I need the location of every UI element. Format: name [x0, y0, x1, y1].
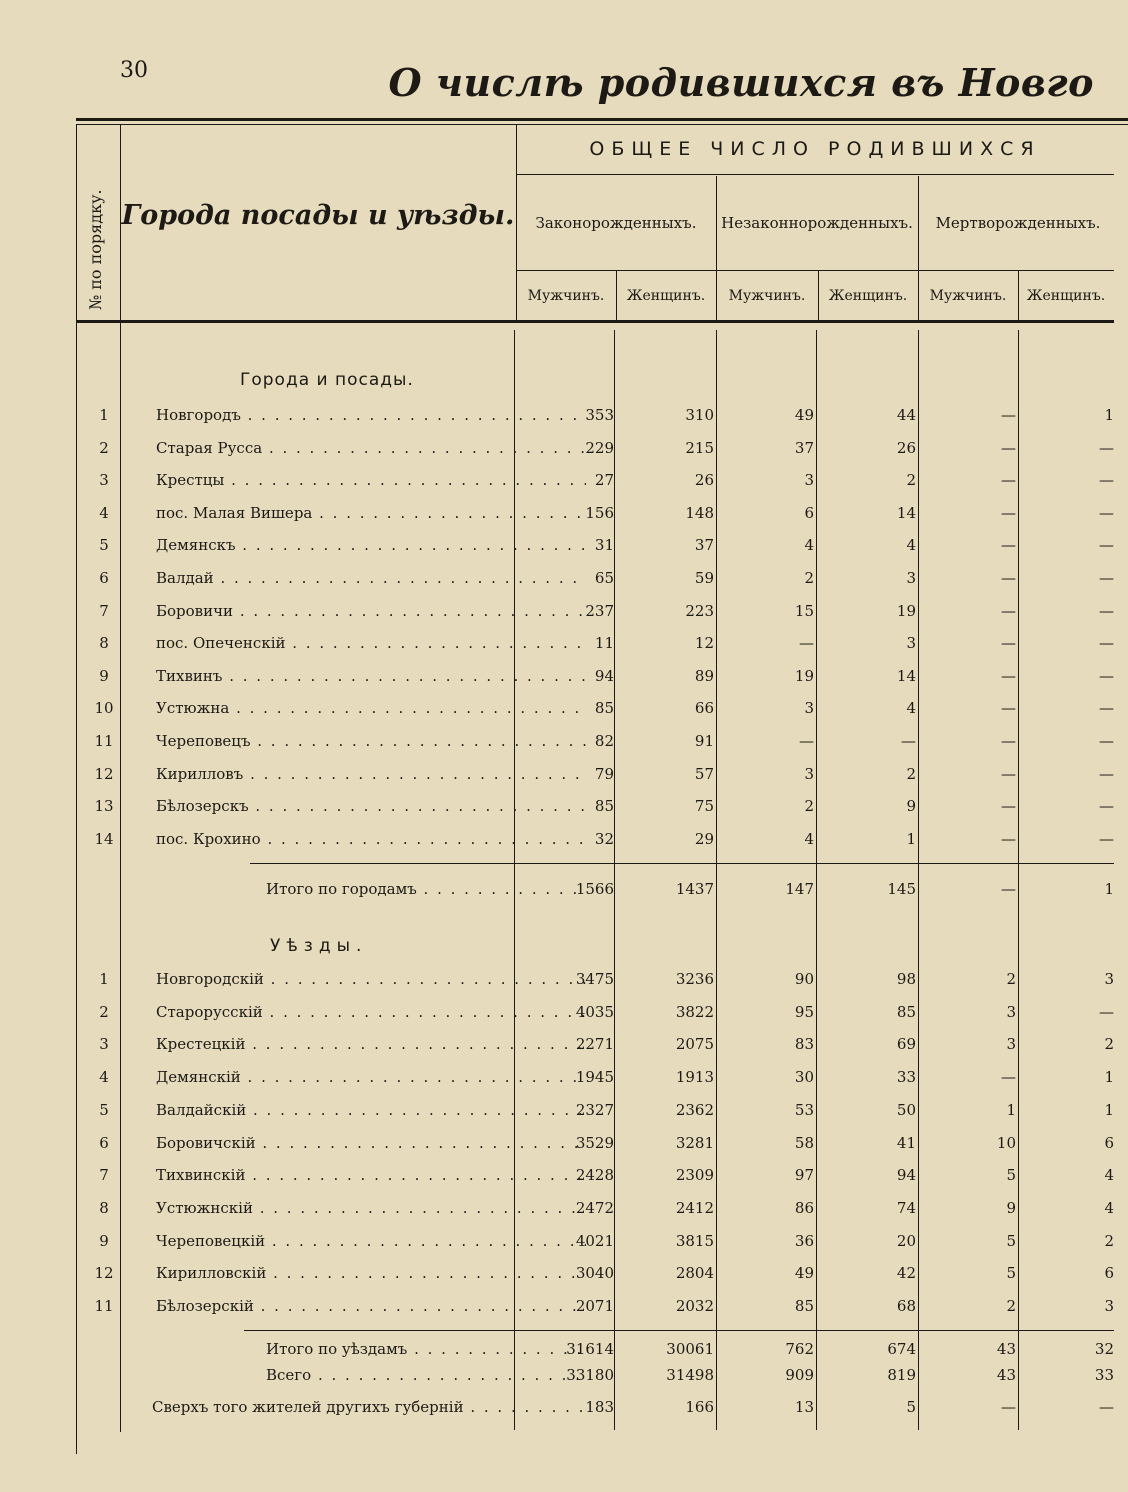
cell-value: 1437	[675, 880, 714, 898]
row-name: пос. Опеченскій . . .	[156, 634, 586, 652]
cell-value: 75	[694, 797, 714, 816]
cell-value: 819	[887, 1366, 916, 1384]
row-number: 4	[99, 1068, 109, 1087]
cell-value: —	[1099, 536, 1114, 555]
table-row	[76, 1095, 1116, 1125]
table-row	[76, 1062, 1116, 1092]
row-number: 5	[99, 1100, 109, 1119]
cell-value: 3040	[575, 1264, 614, 1283]
cell-value: 95	[794, 1002, 814, 1021]
cell-value: 43	[996, 1366, 1016, 1384]
table-row	[76, 661, 1116, 691]
uezds-section-title: Уѣзды.	[270, 936, 368, 956]
cell-value: —	[1001, 1398, 1016, 1416]
row-number: 9	[99, 1231, 109, 1250]
row-name: Валдай . . .	[156, 569, 586, 587]
row-name: Устюжнскій . . .	[156, 1199, 586, 1217]
table-row	[76, 1029, 1116, 1059]
total-births-header: ОБЩЕЕ ЧИСЛО РОДИВШИХСЯ	[589, 138, 1041, 160]
cell-value: 19	[794, 666, 814, 685]
cell-value: 83	[794, 1035, 814, 1054]
cell-value: —	[1099, 764, 1114, 783]
cell-value: 3281	[675, 1133, 714, 1152]
row-name: Боровичскій . . .	[156, 1134, 586, 1152]
row-number: 2	[99, 438, 109, 457]
cell-value: 1	[906, 829, 916, 848]
cell-value: 32	[1094, 1340, 1114, 1358]
cell-value: 1	[1006, 1100, 1016, 1119]
cell-value: 909	[785, 1366, 814, 1384]
row-number: 3	[99, 1035, 109, 1054]
cell-value: 30061	[666, 1340, 714, 1358]
cell-value: —	[1001, 666, 1016, 685]
cell-value: 27	[594, 471, 614, 490]
cell-value: 31498	[666, 1366, 714, 1384]
cell-value: 57	[694, 764, 714, 783]
cell-value: —	[1099, 503, 1114, 522]
row-number: 8	[99, 634, 109, 653]
header-rule-groups	[516, 270, 1114, 271]
cell-value: 4	[804, 829, 814, 848]
cell-value: 5	[906, 1398, 916, 1416]
sub-women-1: Женщинъ.	[626, 288, 706, 304]
table-row	[76, 693, 1116, 723]
cell-value: 3	[804, 471, 814, 490]
cell-value: 3	[1104, 1297, 1114, 1315]
header-rule-total	[516, 174, 1114, 175]
cell-value: 66	[694, 699, 714, 718]
cell-value: 5	[1006, 1166, 1016, 1185]
cell-value: 49	[794, 406, 814, 424]
table-row	[76, 530, 1116, 560]
towns-total-rule	[250, 863, 1114, 864]
cell-value: 3	[1006, 1035, 1016, 1054]
table-row	[76, 997, 1116, 1027]
row-number: 2	[99, 1002, 109, 1021]
cell-value: 3529	[575, 1133, 614, 1152]
row-number: 7	[99, 601, 109, 620]
cell-value: —	[799, 732, 814, 750]
cell-value: 94	[896, 1166, 916, 1185]
cell-value: 97	[794, 1166, 814, 1185]
cell-value: —	[1099, 438, 1114, 457]
cell-value: 86	[794, 1198, 814, 1217]
sub-women-2: Женщинъ.	[828, 288, 908, 304]
cell-value: 29	[694, 829, 714, 848]
cell-value: 1913	[675, 1068, 714, 1087]
cell-value: 762	[785, 1340, 814, 1358]
cell-value: 3	[906, 569, 916, 587]
cell-value: 43	[996, 1340, 1016, 1358]
cell-value: 4	[1104, 1198, 1114, 1217]
row-name: Демянскъ . . .	[156, 536, 586, 554]
cell-value: 33	[896, 1068, 916, 1087]
cell-value: 2804	[675, 1264, 714, 1283]
cell-value: 37	[794, 438, 814, 457]
row-name: Старорусскій . . .	[156, 1003, 586, 1021]
row-name: Череповецкій . . .	[156, 1232, 586, 1250]
cell-value: —	[1001, 1068, 1016, 1087]
cell-value: 44	[896, 406, 916, 424]
row-name: Череповецъ . . .	[156, 732, 586, 750]
row-number: 11	[94, 732, 114, 750]
cell-value: 1	[1104, 880, 1114, 898]
cell-value: —	[1001, 503, 1016, 522]
row-name: Тихвинскій . . .	[156, 1166, 586, 1184]
cell-value: 94	[594, 666, 614, 685]
cell-value: —	[1001, 764, 1016, 783]
row-number: 6	[99, 569, 109, 587]
cell-value: 3236	[675, 970, 714, 988]
row-number: 9	[99, 666, 109, 685]
cell-value: 85	[594, 699, 614, 718]
cell-value: 2	[906, 764, 916, 783]
cell-value: 26	[896, 438, 916, 457]
cell-value: —	[1001, 829, 1016, 848]
cell-value: 145	[887, 880, 916, 898]
row-name: Крестцы . . .	[156, 471, 586, 489]
cell-value: 9	[906, 797, 916, 816]
table-row	[76, 874, 1116, 904]
cell-value: 31614	[566, 1340, 614, 1358]
cell-value: 2309	[675, 1166, 714, 1185]
cell-value: —	[1099, 1002, 1114, 1021]
cell-value: 6	[804, 503, 814, 522]
top-rule	[76, 118, 1128, 121]
cell-value: 6	[1104, 1133, 1114, 1152]
cell-value: —	[1001, 797, 1016, 816]
row-number: 3	[99, 471, 109, 490]
cell-value: 58	[794, 1133, 814, 1152]
row-number: 10	[94, 699, 114, 718]
cell-value: —	[1001, 406, 1016, 424]
cell-value: —	[1001, 699, 1016, 718]
row-number: 13	[94, 797, 114, 816]
header-bottom-rule	[76, 320, 1114, 323]
cell-value: 36	[794, 1231, 814, 1250]
cell-value: 3815	[675, 1231, 714, 1250]
cell-value: —	[1001, 634, 1016, 653]
cell-value: —	[1099, 666, 1114, 685]
row-name: пос. Малая Вишера . . .	[156, 504, 586, 522]
cell-value: 41	[896, 1133, 916, 1152]
cell-value: 20	[896, 1231, 916, 1250]
row-name: Тихвинъ . . .	[156, 667, 586, 685]
cell-value: 2	[1104, 1035, 1114, 1054]
cell-value: 2	[1006, 1297, 1016, 1315]
cell-value: 223	[685, 601, 714, 620]
cell-value: 42	[896, 1264, 916, 1283]
cell-value: 166	[685, 1398, 714, 1416]
table-row	[76, 1392, 1116, 1422]
row-name: Демянскій . . .	[156, 1068, 586, 1086]
row-name: Боровичи . . .	[156, 602, 586, 620]
cell-value: —	[799, 634, 814, 653]
cell-value: 89	[694, 666, 714, 685]
table-row	[76, 1258, 1116, 1288]
cell-value: 9	[1006, 1198, 1016, 1217]
cell-value: 13	[794, 1398, 814, 1416]
row-number: 1	[99, 406, 109, 424]
cell-value: —	[1099, 699, 1114, 718]
cell-value: 1566	[575, 880, 614, 898]
cell-value: —	[1001, 471, 1016, 490]
cell-value: 91	[694, 732, 714, 750]
cell-value: 1	[1104, 406, 1114, 424]
table-row	[76, 964, 1116, 994]
cell-value: 156	[585, 503, 614, 522]
sub-men-1: Мужчинъ.	[527, 288, 605, 304]
table-row	[76, 498, 1116, 528]
cell-value: 11	[594, 634, 614, 653]
row-name: пос. Крохино . . .	[156, 830, 586, 848]
cell-value: 2271	[575, 1035, 614, 1054]
row-number: 6	[99, 1133, 109, 1152]
cell-value: 229	[585, 438, 614, 457]
cell-value: 2412	[675, 1198, 714, 1217]
table-row	[76, 628, 1116, 658]
cell-value: 2	[1104, 1231, 1114, 1250]
cell-value: 3	[1104, 970, 1114, 988]
cell-value: 2327	[575, 1100, 614, 1119]
cell-value: 33180	[566, 1366, 614, 1384]
cell-value: 353	[585, 406, 614, 424]
cell-value: 32	[594, 829, 614, 848]
cell-value: —	[1001, 536, 1016, 555]
cell-value: 1	[1104, 1068, 1114, 1087]
table-row	[76, 433, 1116, 463]
cell-value: 6	[1104, 1264, 1114, 1283]
row-name: Кирилловъ . . .	[156, 765, 586, 783]
row-number: 8	[99, 1198, 109, 1217]
row-name: Валдайскій . . .	[156, 1101, 586, 1119]
cell-value: 82	[594, 732, 614, 750]
cell-value: —	[1001, 880, 1016, 898]
cell-value: 50	[896, 1100, 916, 1119]
cell-value: 4021	[575, 1231, 614, 1250]
cell-value: 85	[794, 1297, 814, 1315]
table-row	[76, 1291, 1116, 1321]
cell-value: —	[1099, 601, 1114, 620]
cell-value: 148	[685, 503, 714, 522]
row-name: Новгородъ . . .	[156, 406, 586, 424]
cell-value: 2428	[575, 1166, 614, 1185]
cell-value: 90	[794, 970, 814, 988]
cell-value: 2032	[675, 1297, 714, 1315]
cell-value: —	[1099, 797, 1114, 816]
row-name: Старая Русса . . .	[156, 439, 586, 457]
cell-value: 69	[896, 1035, 916, 1054]
cell-value: 74	[896, 1198, 916, 1217]
cell-value: 68	[896, 1297, 916, 1315]
cell-value: —	[901, 732, 916, 750]
uezds-total-rule	[244, 1330, 1114, 1331]
cell-value: 5	[1006, 1264, 1016, 1283]
table-row	[76, 596, 1116, 626]
table-row	[76, 791, 1116, 821]
table-row	[76, 824, 1116, 854]
sub-men-3: Мужчинъ.	[929, 288, 1007, 304]
table-row	[76, 1160, 1116, 1190]
cell-value: 12	[694, 634, 714, 653]
table-row	[76, 1226, 1116, 1256]
cell-value: —	[1099, 471, 1114, 490]
sub-men-2: Мужчинъ.	[728, 288, 806, 304]
cell-value: 3	[906, 634, 916, 653]
cell-value: 3	[804, 699, 814, 718]
cell-value: 98	[896, 970, 916, 988]
cell-value: 53	[794, 1100, 814, 1119]
row-name: Новгородскій . . .	[156, 970, 586, 988]
row-name: Итого по городамъ . . .	[266, 880, 586, 898]
running-title: О числѣ родившихся въ Новго	[388, 60, 1094, 105]
cell-value: 59	[694, 569, 714, 587]
col-place-header: Города посады и уѣзды.	[121, 200, 515, 231]
cell-value: 2075	[675, 1035, 714, 1054]
table-row	[76, 465, 1116, 495]
row-number: 14	[94, 829, 114, 848]
col-no-header: № по порядку.	[86, 189, 105, 310]
cell-value: 2472	[575, 1198, 614, 1217]
row-number: 5	[99, 536, 109, 555]
row-number: 11	[94, 1297, 114, 1315]
cell-value: 4	[906, 699, 916, 718]
cell-value: 183	[585, 1398, 614, 1416]
cell-value: 37	[694, 536, 714, 555]
row-number: 1	[99, 970, 109, 988]
row-number: 12	[94, 1264, 114, 1283]
cell-value: 14	[896, 503, 916, 522]
cell-value: —	[1001, 601, 1016, 620]
table-row	[76, 726, 1116, 756]
table-row	[76, 1128, 1116, 1158]
cell-value: 85	[896, 1002, 916, 1021]
cell-value: 3475	[575, 970, 614, 988]
cell-value: 65	[594, 569, 614, 587]
cell-value: 3	[804, 764, 814, 783]
cell-value: 5	[1006, 1231, 1016, 1250]
cell-value: —	[1099, 1398, 1114, 1416]
cell-value: 14	[896, 666, 916, 685]
cell-value: —	[1001, 569, 1016, 587]
cell-value: 147	[785, 880, 814, 898]
cell-value: 15	[794, 601, 814, 620]
cell-value: 19	[896, 601, 916, 620]
row-number: 12	[94, 764, 114, 783]
cell-value: 2	[1006, 970, 1016, 988]
cell-value: 10	[996, 1133, 1016, 1152]
row-name: Итого по уѣздамъ . . .	[266, 1340, 586, 1358]
cell-value: —	[1099, 829, 1114, 848]
row-name: Устюжна . . .	[156, 699, 586, 717]
cell-value: 4	[906, 536, 916, 555]
cell-value: 1945	[575, 1068, 614, 1087]
table-row	[76, 563, 1116, 593]
row-name: Бѣлозерскъ . . .	[156, 797, 586, 815]
cell-value: 2071	[575, 1297, 614, 1315]
table-row	[76, 1360, 1116, 1390]
sub-women-3: Женщинъ.	[1026, 288, 1106, 304]
group-illegit: Незаконнорожденныхъ.	[721, 214, 913, 232]
row-name: Крестецкій . . .	[156, 1035, 586, 1053]
cell-value: 79	[594, 764, 614, 783]
row-number: 4	[99, 503, 109, 522]
cell-value: —	[1001, 732, 1016, 750]
row-name: Сверхъ того жителей другихъ губерній . . .	[152, 1398, 582, 1416]
cell-value: 4035	[575, 1002, 614, 1021]
cell-value: 31	[594, 536, 614, 555]
cell-value: 4	[804, 536, 814, 555]
cell-value: 215	[685, 438, 714, 457]
cell-value: 26	[694, 471, 714, 490]
table-row	[76, 400, 1116, 430]
cell-value: 237	[585, 601, 614, 620]
cell-value: 2	[906, 471, 916, 490]
row-name: Бѣлозерскій . . .	[156, 1297, 586, 1315]
cell-value: —	[1099, 732, 1114, 750]
cell-value: 33	[1094, 1366, 1114, 1384]
cell-value: 85	[594, 797, 614, 816]
page-number: 30	[120, 58, 148, 83]
towns-section-title: Города и посады.	[240, 370, 414, 390]
cell-value: 30	[794, 1068, 814, 1087]
cell-value: 1	[1104, 1100, 1114, 1119]
cell-value: —	[1099, 569, 1114, 587]
cell-value: 3	[1006, 1002, 1016, 1021]
cell-value: 2362	[675, 1100, 714, 1119]
table-row	[76, 1193, 1116, 1223]
cell-value: —	[1001, 438, 1016, 457]
cell-value: 4	[1104, 1166, 1114, 1185]
row-name: Кирилловскій . . .	[156, 1264, 586, 1282]
group-stillborn: Мертворожденныхъ.	[935, 214, 1101, 232]
cell-value: 3822	[675, 1002, 714, 1021]
cell-value: 49	[794, 1264, 814, 1283]
cell-value: —	[1099, 634, 1114, 653]
cell-value: 310	[685, 406, 714, 424]
cell-value: 2	[804, 797, 814, 816]
row-number: 7	[99, 1166, 109, 1185]
table-row	[76, 759, 1116, 789]
cell-value: 674	[887, 1340, 916, 1358]
top-rule-thin	[76, 124, 1128, 125]
row-name: Всего . . .	[266, 1366, 586, 1384]
group-legit: Законорожденныхъ.	[535, 214, 697, 232]
cell-value: 2	[804, 569, 814, 587]
